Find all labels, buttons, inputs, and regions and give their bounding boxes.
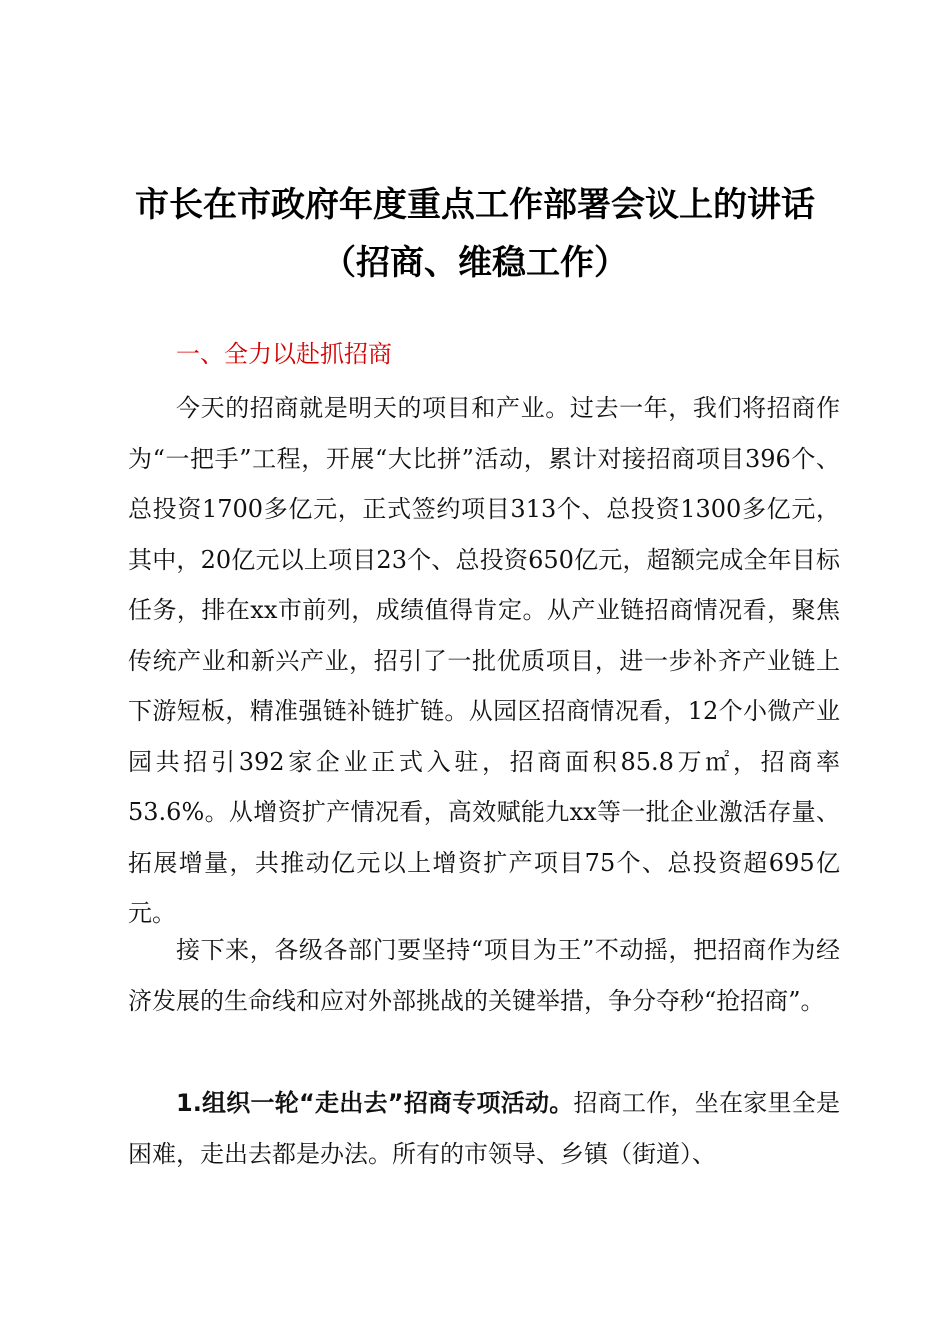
item-1-lead: 1.组织一轮“走出去”招商专项活动。 (176, 1089, 574, 1117)
section-heading: 一、全力以赴抓招商 (176, 340, 392, 368)
paragraph-1: 今天的招商就是明天的项目和产业。过去一年，我们将招商作为“一把手”工程，开展“大比拼”活动，累计对接招商项目396个、总投资1700多亿元，正式签约项目313个、总投资1300多亿元，其中，20亿元以上项目23个、总投资650亿元，超额完成全年目标任务，排在xx市前列，成绩值得肯定。从产业链招商情况看，聚焦传统产业和新兴产业，招引了一批优质项目，进一步补齐产业链上下游短板，精准强链补链扩链。从园区招商情况看，12个小微产业园共招引392家企业正式入驻，招商面积85.8万㎡，招商率53.6%。从增资扩产情况看，高效赋能九xx等一批企业激活存量、拓展增量，共推动亿元以上增资扩产项目75个、总投资超695亿元。 (128, 394, 840, 927)
paragraph-2: 接下来，各级各部门要坚持“项目为王”不动摇，把招商作为经济发展的生命线和应对外部挑战的关键举措，争分夺秒“抢招商”。 (128, 936, 840, 1015)
document-title (0, 176, 950, 292)
item-1-text: 招商工作，坐在家里全是困难，走出去都是办法。所有的市领导、乡镇（街道）、 (128, 1089, 840, 1168)
title-line-2: （招商、维稳工作） (322, 243, 628, 283)
title-line-1: 市长在市政府年度重点工作部署会议上的讲话 (135, 185, 815, 225)
paragraph-3 (128, 1078, 840, 1179)
